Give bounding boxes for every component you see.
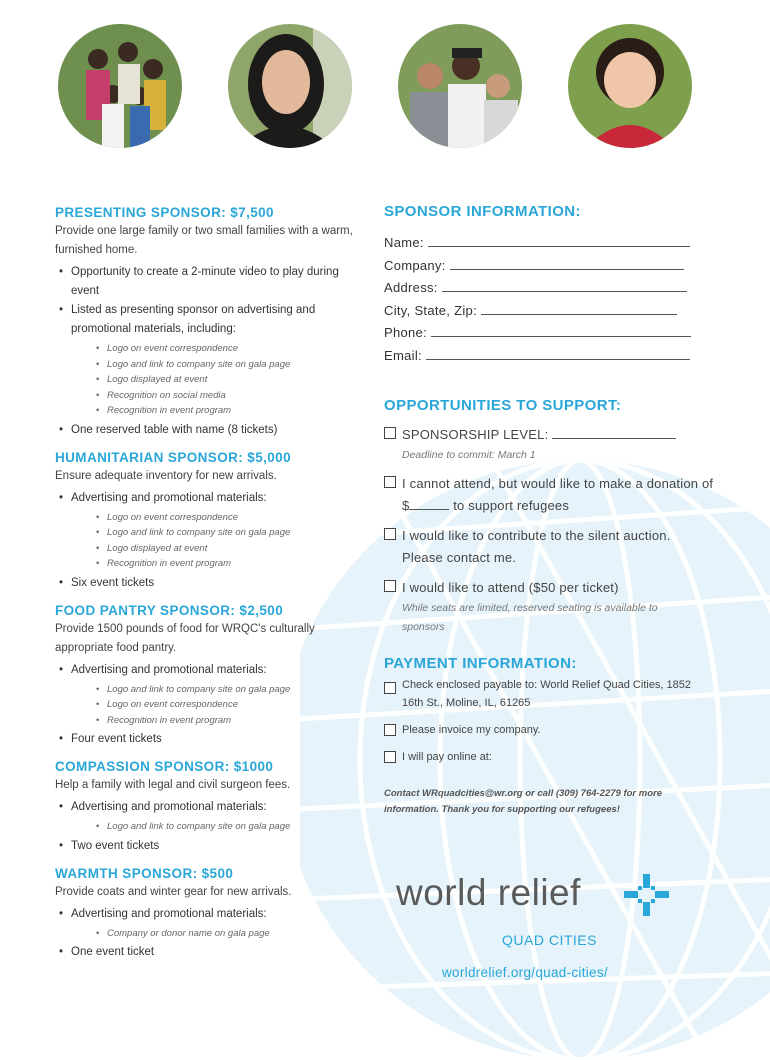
warmth-desc: Provide coats and winter gear for new arrivals.: [55, 885, 292, 898]
donation-checkbox[interactable]: [384, 476, 396, 488]
deadline-note: Deadline to commit: March 1: [402, 449, 536, 461]
sponsor-levels: [55, 205, 355, 962]
humanitarian-title: HUMANITARIAN SPONSOR: $5,000: [55, 449, 291, 465]
presenting-sub: • Logo displayed at event: [93, 372, 355, 388]
sponsor-form: [384, 203, 714, 818]
donation-label: I cannot attend, but would like to make a donation of $: [402, 476, 714, 513]
warmth-sponsor: [55, 866, 355, 963]
phone-field[interactable]: [384, 322, 714, 345]
invoice-label: Please invoice my company.: [402, 724, 541, 736]
cross-logo-icon: [622, 870, 672, 920]
payment-title: PAYMENT INFORMATION:: [384, 655, 577, 672]
company-label: Company:: [384, 257, 446, 273]
presenting-sub: • Logo and link to company site on gala page: [93, 357, 355, 373]
presenting-bullet-table: • One reserved table with name (8 tickets): [55, 421, 355, 440]
quad-cities-label: QUAD CITIES: [502, 932, 597, 948]
sponsorship-checkbox[interactable]: [384, 427, 396, 439]
logo-text: world relief: [396, 872, 581, 913]
online-label: I will pay online at:: [402, 751, 492, 763]
check-option[interactable]: [384, 676, 714, 712]
presenting-desc: Provide one large family or two small families with a warm, furnished home.: [55, 225, 353, 256]
email-field[interactable]: [384, 345, 714, 368]
invoice-checkbox[interactable]: [384, 724, 396, 736]
compassion-sponsor: [55, 759, 355, 856]
humanitarian-desc: Ensure adequate inventory for new arrivals.: [55, 469, 277, 482]
food-pantry-sponsor: [55, 603, 355, 750]
food-sub: • Recognition in event program: [93, 713, 355, 729]
auction-checkbox[interactable]: [384, 528, 396, 540]
food-sub: • Logo and link to company site on gala page: [93, 682, 355, 698]
compassion-desc: Help a family with legal and civil surgeon fees.: [55, 779, 291, 791]
city-state-zip-field[interactable]: [384, 300, 714, 323]
opportunities-title: OPPORTUNITIES TO SUPPORT:: [384, 397, 622, 414]
world-relief-logo: [396, 872, 696, 914]
warmth-bullet: • Advertising and promotional materials:: [55, 905, 355, 924]
humanitarian-sub: • Logo on event correspondence: [93, 510, 355, 526]
email-label: Email:: [384, 347, 422, 363]
food-title: FOOD PANTRY SPONSOR: $2,500: [55, 602, 284, 618]
company-field[interactable]: [384, 255, 714, 278]
donation-label-end: to support refugees: [449, 498, 570, 513]
check-checkbox[interactable]: [384, 682, 396, 694]
woman-photo: [228, 24, 352, 148]
humanitarian-tickets: • Six event tickets: [55, 574, 355, 593]
compassion-title: COMPASSION SPONSOR: $1000: [55, 759, 274, 774]
humanitarian-sub: • Logo displayed at event: [93, 541, 355, 557]
seats-note: While seats are limited, reserved seating is available to sponsors: [402, 602, 658, 633]
men-photo: [398, 24, 522, 148]
humanitarian-bullet: • Advertising and promotional materials:: [55, 489, 355, 508]
name-field[interactable]: [384, 232, 714, 255]
sponsor-info-title: SPONSOR INFORMATION:: [384, 203, 581, 220]
presenting-bullet-listed: • Listed as presenting sponsor on advertising and promotional materials, including:: [55, 301, 355, 339]
city-label: City, State, Zip:: [384, 302, 477, 318]
sponsorship-level-label: SPONSORSHIP LEVEL:: [402, 427, 549, 442]
attend-option[interactable]: [384, 577, 714, 599]
presenting-title: PRESENTING SPONSOR: $7,500: [55, 205, 274, 220]
humanitarian-sub: • Recognition in event program: [93, 556, 355, 572]
sponsorship-level-option[interactable]: [384, 424, 714, 446]
food-sub: • Logo on event correspondence: [93, 697, 355, 713]
invoice-option[interactable]: [384, 721, 714, 739]
name-label: Name:: [384, 235, 424, 250]
contact-note: Contact WRquadcities@wr.org or call (309) 764-2279 for more information. Thank you for supporting our refugees!: [384, 788, 662, 815]
online-checkbox[interactable]: [384, 751, 396, 763]
presenting-sponsor: [55, 205, 355, 440]
humanitarian-sub: • Logo and link to company site on gala page: [93, 525, 355, 541]
compassion-sub: • Logo and link to company site on gala page: [93, 819, 355, 835]
food-bullet: • Advertising and promotional materials:: [55, 661, 355, 680]
phone-label: Phone:: [384, 325, 428, 340]
attend-label: I would like to attend ($50 per ticket): [402, 580, 619, 595]
auction-option[interactable]: [384, 525, 714, 569]
address-field[interactable]: [384, 277, 714, 300]
warmth-title: WARMTH SPONSOR: $500: [55, 865, 234, 881]
presenting-sub: • Logo on event correspondence: [93, 341, 355, 357]
compassion-bullet: • Advertising and promotional materials:: [55, 798, 355, 817]
check-label: Check enclosed payable to: World Relief Quad Cities, 1852 16th St., Moline, IL, 61265: [402, 679, 692, 709]
photo-row: [58, 24, 718, 154]
donation-option[interactable]: [384, 473, 714, 517]
warmth-tickets: • One event ticket: [55, 943, 355, 962]
food-tickets: • Four event tickets: [55, 730, 355, 749]
presenting-sub: • Recognition on social media: [93, 388, 355, 404]
girl-photo: [568, 24, 692, 148]
food-desc: Provide 1500 pounds of food for WRQC's culturally appropriate food pantry.: [55, 622, 315, 654]
presenting-sub: • Recognition in event program: [93, 403, 355, 419]
presenting-bullet-video: • Opportunity to create a 2-minute video to play during event: [55, 263, 355, 301]
warmth-sub: • Company or donor name on gala page: [93, 926, 355, 942]
auction-label: I would like to contribute to the silent auction. Please contact me.: [402, 528, 671, 565]
address-label: Address:: [384, 280, 438, 295]
online-option[interactable]: [384, 748, 714, 766]
humanitarian-sponsor: [55, 450, 355, 593]
family-photo: [58, 24, 182, 148]
website-link[interactable]: worldrelief.org/quad-cities/: [442, 965, 608, 980]
compassion-tickets: • Two event tickets: [55, 837, 355, 856]
attend-checkbox[interactable]: [384, 580, 396, 592]
